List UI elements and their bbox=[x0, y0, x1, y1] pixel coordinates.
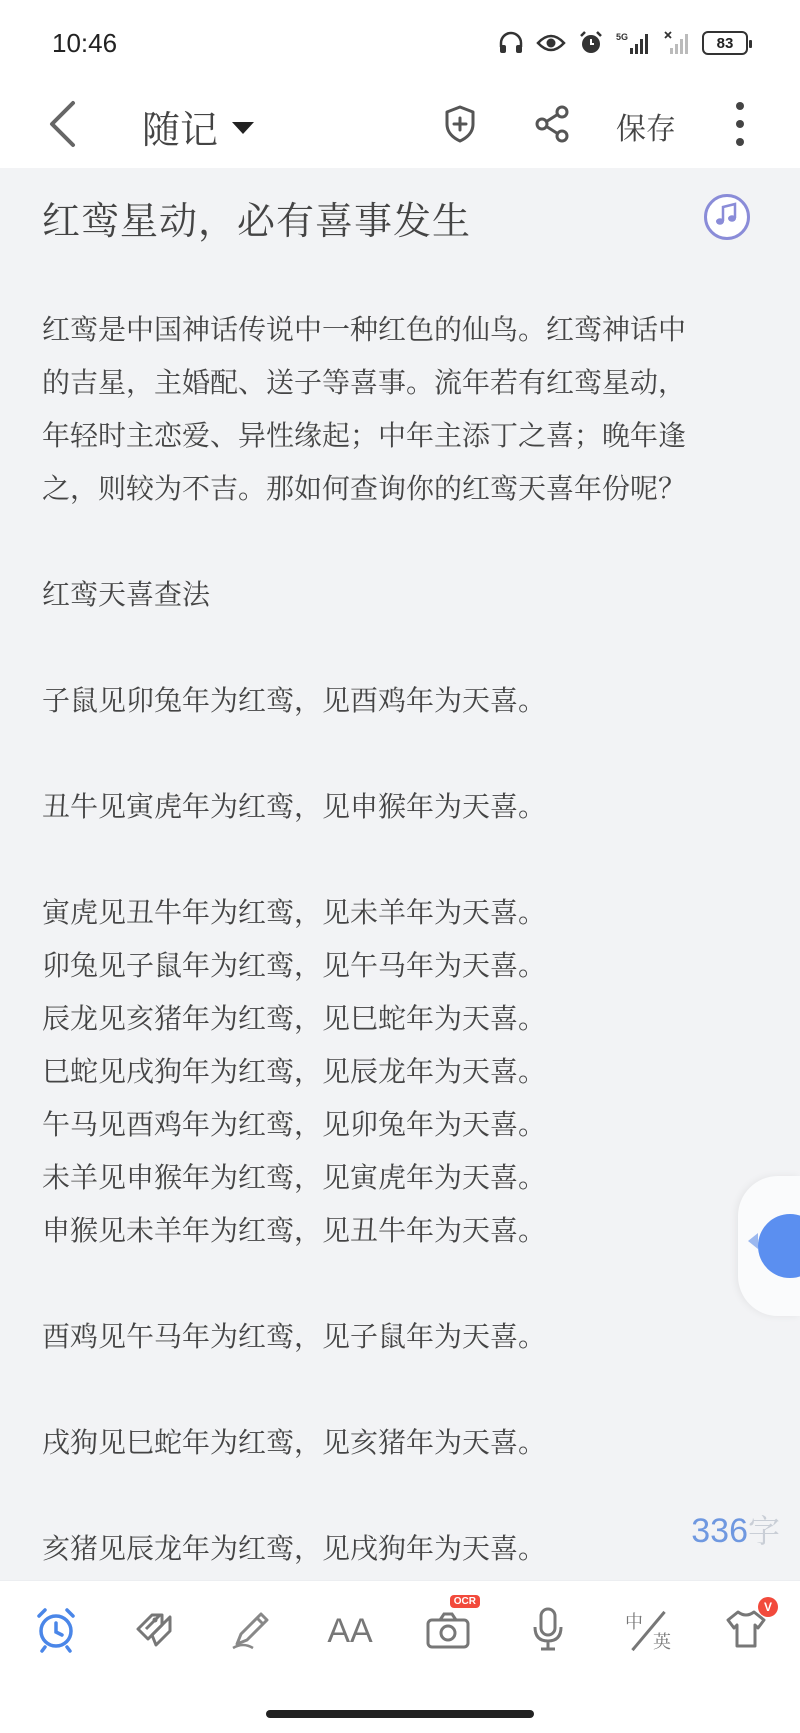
word-count-unit: 字 bbox=[747, 1513, 780, 1549]
body-line: 巳蛇见戌狗年为红鸾，见辰龙年为天喜。 bbox=[42, 1055, 547, 1088]
floating-side-handle[interactable] bbox=[738, 1176, 800, 1316]
more-vertical-icon bbox=[735, 101, 745, 151]
body-line: 子鼠见卯兔年为红鸾，见酉鸡年为天喜。 bbox=[42, 684, 547, 717]
body-line: 酉鸡见午马年为红鸾，见子鼠年为天喜。 bbox=[42, 1320, 547, 1353]
voice-input-button[interactable] bbox=[520, 1603, 576, 1659]
headphones-icon bbox=[498, 31, 524, 55]
signal-nosim-icon bbox=[664, 31, 690, 55]
body-line: 申猴见未羊年为红鸾，见丑牛年为天喜。 bbox=[42, 1214, 547, 1247]
save-button[interactable]: 保存 bbox=[616, 112, 676, 147]
share-icon bbox=[533, 104, 571, 148]
translate-icon bbox=[625, 1608, 671, 1654]
background-music-button[interactable] bbox=[704, 194, 750, 240]
body-line: 戌狗见巳蛇年为红鸾，见亥猪年为天喜。 bbox=[42, 1426, 547, 1459]
tag-icon bbox=[130, 1607, 178, 1655]
category-dropdown[interactable] bbox=[142, 96, 254, 156]
word-count-number: 336 bbox=[691, 1512, 748, 1550]
battery-indicator: 83 bbox=[702, 31, 748, 55]
intro-line: 红鸾是中国神话传说中一种红色的仙鸟。红鸾神话中 bbox=[42, 313, 687, 346]
eye-icon bbox=[536, 33, 566, 53]
floating-ball bbox=[758, 1214, 800, 1278]
add-shield-button[interactable] bbox=[432, 98, 488, 154]
more-options-button[interactable] bbox=[716, 94, 764, 158]
tag-button[interactable] bbox=[126, 1603, 182, 1659]
status-icons bbox=[498, 30, 748, 56]
signal-5g-icon bbox=[616, 31, 652, 55]
music-note-icon bbox=[714, 202, 740, 232]
camera-ocr-button[interactable] bbox=[420, 1596, 476, 1659]
pen-icon bbox=[229, 1606, 275, 1656]
alarm-icon bbox=[578, 30, 604, 56]
reminder-button[interactable] bbox=[28, 1603, 84, 1659]
status-bar bbox=[0, 0, 800, 84]
body-line: 午马见酉鸡年为红鸾，见卯兔年为天喜。 bbox=[42, 1108, 547, 1141]
note-body[interactable] bbox=[42, 303, 762, 1575]
translate-button[interactable] bbox=[620, 1603, 676, 1659]
intro-line: 的吉星，主婚配、送子等喜事。流年若有红鸾星动， bbox=[42, 366, 687, 399]
bottom-toolbar bbox=[0, 1580, 800, 1680]
home-indicator[interactable] bbox=[266, 1710, 534, 1718]
ocr-badge: OCR bbox=[450, 1595, 480, 1608]
word-count bbox=[691, 1506, 780, 1552]
share-button[interactable] bbox=[524, 98, 580, 154]
intro-line: 年轻时主恋爱、异性缘起；中年主添丁之喜；晚年逢 bbox=[42, 419, 687, 452]
intro-line: 之，则较为不吉。那如何查询你的红鸾天喜年份呢？ bbox=[42, 472, 687, 505]
alarm-clock-icon bbox=[32, 1605, 80, 1657]
note-editor[interactable] bbox=[0, 168, 800, 1580]
chevron-left-icon bbox=[47, 100, 77, 152]
app-bar bbox=[0, 84, 800, 168]
back-button[interactable] bbox=[32, 94, 92, 158]
page-title: 随记 bbox=[142, 107, 219, 152]
body-line: 未羊见申猴年为红鸾，见寅虎年为天喜。 bbox=[42, 1161, 547, 1194]
body-line: 卯兔见子鼠年为红鸾，见午马年为天喜。 bbox=[42, 949, 547, 982]
camera-icon bbox=[424, 1608, 472, 1654]
text-style-button[interactable]: AA bbox=[327, 1611, 373, 1650]
microphone-icon bbox=[528, 1605, 568, 1657]
note-title[interactable]: 红鸾星动，必有喜事发生 bbox=[42, 199, 472, 243]
body-line: 丑牛见寅虎年为红鸾，见申猴年为天喜。 bbox=[42, 790, 547, 823]
body-line: 亥猪见辰龙年为红鸾，见戌狗年为天喜。 bbox=[42, 1532, 547, 1565]
handwriting-button[interactable] bbox=[224, 1603, 280, 1659]
body-line: 寅虎见丑牛年为红鸾，见未羊年为天喜。 bbox=[42, 896, 547, 929]
status-time: 10:46 bbox=[52, 28, 118, 58]
lang-zh: 中 bbox=[625, 1612, 643, 1633]
lang-en: 英 bbox=[653, 1632, 671, 1653]
caret-down-icon bbox=[232, 122, 254, 134]
shield-plus-icon bbox=[442, 104, 478, 148]
svg-text:5G: 5G bbox=[616, 32, 629, 42]
body-line: 辰龙见亥猪年为红鸾，见巳蛇年为天喜。 bbox=[42, 1002, 547, 1035]
vip-badge: V bbox=[758, 1597, 778, 1617]
theme-skin-button[interactable] bbox=[718, 1600, 774, 1659]
section-heading: 红鸾天喜查法 bbox=[42, 578, 211, 611]
